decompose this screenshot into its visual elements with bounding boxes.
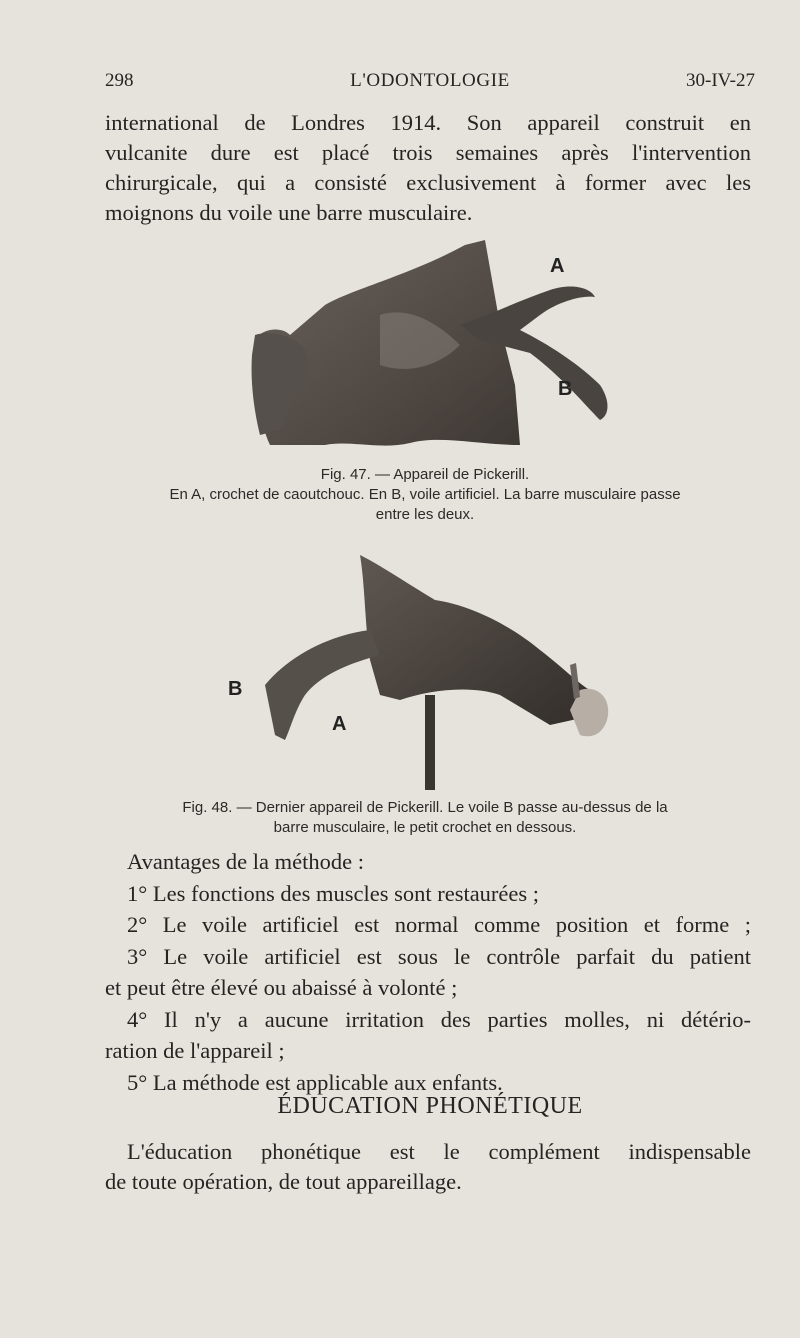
crochet-shape: [265, 630, 380, 740]
figure-48-caption: [90, 798, 760, 838]
veil-shape: [360, 555, 595, 725]
label-a: A: [550, 255, 565, 277]
label-a: A: [332, 713, 347, 735]
advantages-intro: Avantages de la méthode :: [127, 849, 364, 874]
intro-paragraph: [105, 108, 751, 228]
advantage-item: 1° Les fonctions des muscles sont restaurées ;: [127, 880, 540, 906]
text-line: chirurgicale, qui a consisté exclusivement à former avec les: [105, 170, 751, 195]
caption-line: barre musculaire, le petit crochet en dessous.: [273, 819, 577, 836]
rod-shape: [425, 695, 435, 790]
advantage-item: ration de l'appareil ;: [105, 1038, 285, 1063]
label-b: B: [228, 678, 243, 700]
advantages-list: [105, 846, 751, 1098]
page-number: 298: [105, 70, 134, 91]
caption-line: En A, crochet de caoutchouc. En B, voile artificiel. La barre musculaire passe: [169, 486, 681, 503]
section-heading: ÉDUCATION PHONÉTIQUE: [277, 1093, 583, 1119]
text-line: L'éducation phonétique est le complément indispensable: [127, 1139, 751, 1164]
caption-line: Fig. 47. — Appareil de Pickerill.: [320, 466, 530, 483]
section-paragraph: [105, 1137, 751, 1197]
figure-47-caption: [90, 465, 760, 525]
running-header: [105, 70, 755, 100]
caption-line: Fig. 48. — Dernier appareil de Pickerill. Le voile B passe au-dessus de la: [182, 799, 668, 816]
advantage-item: 5° La méthode est applicable aux enfants.: [127, 1069, 503, 1095]
issue-date: 30-IV-27: [686, 70, 755, 91]
figure-47: [80, 235, 770, 460]
advantage-item: 2° Le voile artificiel est normal comme position et forme ;: [127, 912, 751, 937]
text-line: international de Londres 1914. Son appareil construit en: [105, 110, 751, 135]
advantage-item: et peut être élevé ou abaissé à volonté ;: [105, 975, 458, 1000]
advantage-item: 4° Il n'y a aucune irritation des parties molles, ni détério-: [127, 1006, 751, 1032]
text-line: moignons du voile une barre musculaire.: [105, 200, 473, 225]
advantage-item: 3° Le voile artificiel est sous le contrôle parfait du patient: [127, 943, 751, 969]
label-b: B: [558, 378, 573, 400]
text-line: de toute opération, de tout appareillage.: [105, 1169, 462, 1194]
text-line: vulcanite dure est placé trois semaines après l'intervention: [105, 140, 751, 165]
figure-47-photo: [80, 235, 770, 460]
running-title: L'ODONTOLOGIE: [350, 70, 510, 91]
figure-48: [80, 545, 770, 795]
figure-48-photo: [80, 545, 770, 795]
caption-line: entre les deux.: [375, 506, 475, 523]
